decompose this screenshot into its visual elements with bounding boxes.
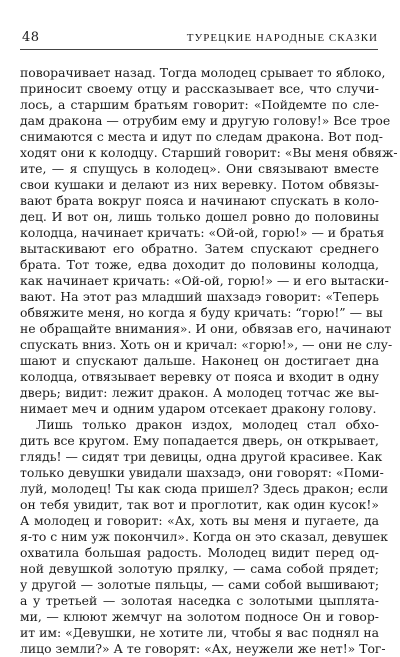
text-line: снимаются с места и идут по следам дракона. Вот под- bbox=[20, 129, 383, 144]
text-line: шают и спускают дальше. Наконец он достигает дна bbox=[20, 353, 379, 368]
text-line: луй, молодец! Ты как сюда пришел? Здесь дракон; если bbox=[20, 481, 389, 496]
text-line: дец. И вот он, лишь только дошел ровно до половины bbox=[20, 209, 379, 224]
text-line: только девушки увидали шахзадэ, они говорят: «Поми- bbox=[20, 465, 384, 480]
page-header bbox=[20, 27, 378, 50]
text-line: обвяжите меня, но когда я буду кричать: “горю!” — вы bbox=[20, 305, 383, 320]
text-line: А молодец и говорит: «Ах, хоть вы меня и пугаете, да bbox=[20, 513, 379, 528]
text-line: спускать вниз. Хоть он и кричал: «горю!», — они не слу- bbox=[20, 337, 393, 352]
text-line: нимает меч и одним ударом отсекает дракону голову. bbox=[20, 401, 377, 416]
text-line: свои кушаки и делают из них веревку. Потом обвязы- bbox=[20, 177, 379, 192]
text-line: поворачивает назад. Тогда молодец срывает то яблоко, bbox=[20, 65, 386, 80]
text-line: ходят они к колодцу. Старший говорит: «Вы меня обвяж- bbox=[20, 145, 398, 160]
text-line: лось, а старшим братьям говорит: «Пойдемте по сле- bbox=[20, 97, 379, 112]
text-line: как начинает кричать: «Ой-ой, горю!» — и его вытаски- bbox=[20, 273, 389, 288]
text-line: а у третьей — золотая наседка с золотыми цыплята- bbox=[20, 593, 379, 608]
text-line: охватила большая радость. Молодец видит перед од- bbox=[20, 545, 379, 560]
running-title: ТУРЕЦКИЕ НАРОДНЫЕ СКАЗКИ bbox=[186, 32, 378, 44]
text-line: дам дракона — отрубим ему и другую голову!» Все трое bbox=[20, 113, 391, 128]
text-line: ит им: «Девушки, не хотите ли, чтобы я вас поднял на bbox=[20, 625, 379, 640]
body-text bbox=[20, 65, 398, 657]
text-line: вытаскивают его обратно. Затем спускают среднего bbox=[20, 241, 379, 256]
text-line: глядь! — сидят три девицы, одна другой красивее. Как bbox=[20, 449, 383, 464]
text-line: дверь; видит: лежит дракон. А молодец тотчас же вы- bbox=[20, 385, 379, 400]
text-line: лицо земли?» А те говорят: «Ах, неужели же нет!» Тог- bbox=[20, 641, 386, 656]
text-line: вают. На этот раз младший шахзадэ говорит: «Теперь bbox=[20, 289, 379, 304]
text-line: приносит своему отцу и рассказывает все, что случи- bbox=[20, 81, 379, 96]
text-line: брата. Тот тоже, едва доходит до половины колодца, bbox=[20, 257, 379, 272]
text-line: у другой — золотые пяльцы, — сами собой вышивают; bbox=[20, 577, 379, 592]
page-number: 48 bbox=[22, 30, 40, 45]
text-line: колодца, отвязывает веревку от пояса и входит в одну bbox=[20, 369, 379, 384]
text-line: вают брата вокруг пояса и начинают спускать в коло- bbox=[20, 193, 379, 208]
text-line: я-то с ним уж покончил». Когда он это сказал, девушек bbox=[20, 529, 388, 544]
text-line: не обращайте внимания». И они, обвязав его, начинают bbox=[20, 321, 392, 336]
text-line: ной девушкой золотую прялку, — сама собой прядет; bbox=[20, 561, 379, 576]
text-line: ми, — клюют жемчуг на золотом подносе Он и говор- bbox=[20, 609, 379, 624]
text-line: Лишь только дракон издох, молодец стал обхо- bbox=[36, 417, 379, 432]
text-line: дить все кругом. Ему попадается дверь, он открывает, bbox=[20, 433, 379, 448]
text-line: колодца, начинает кричать: «Ой-ой, горю!» — и братья bbox=[20, 225, 385, 240]
text-line: он тебя увидит, так вот и проглотит, как один кусок!» bbox=[20, 497, 379, 512]
text-line: ите, — я спущусь в колодец». Они связывают вместе bbox=[20, 161, 379, 176]
